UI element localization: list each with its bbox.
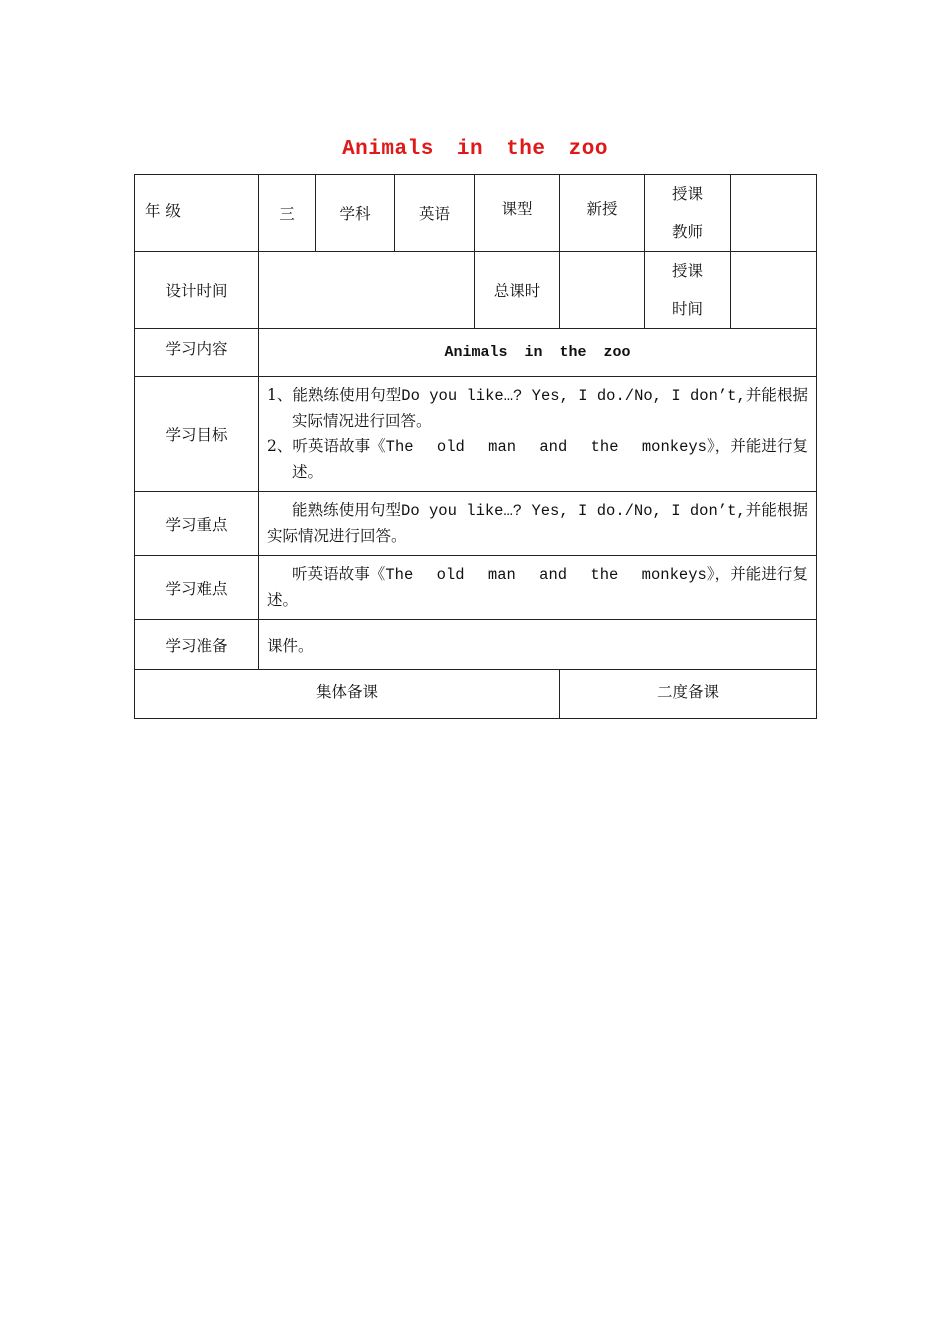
total-hours-label: 总课时 — [475, 252, 560, 329]
teacher-label-line1: 授课 — [671, 185, 703, 203]
subject-value: 英语 — [395, 175, 475, 252]
table-row-footer — [135, 670, 817, 719]
goals-value — [259, 377, 817, 492]
difficulties-value: 听英语故事《The old man and the monkeys》，并能进行复述。 — [259, 556, 817, 620]
teacher-label — [645, 175, 731, 252]
content-label: 学习内容 — [135, 329, 259, 377]
preparation-label: 学习准备 — [135, 620, 259, 670]
subject-label: 学科 — [316, 175, 395, 252]
teacher-value — [731, 175, 817, 252]
table-row-key-points — [135, 492, 817, 556]
design-time-value — [259, 252, 475, 329]
table-row-design-time — [135, 252, 817, 329]
class-time-value — [731, 252, 817, 329]
table-row-difficulties — [135, 556, 817, 620]
goals-label: 学习目标 — [135, 377, 259, 492]
second-prep-header: 二度备课 — [560, 670, 817, 719]
lesson-type-label: 课型 — [475, 175, 560, 252]
grade-label: 年 级 — [135, 175, 259, 252]
class-time-label-line1: 授课 — [671, 262, 703, 280]
grade-value: 三 — [259, 175, 316, 252]
collective-prep-header: 集体备课 — [135, 670, 560, 719]
document-title: Animals in the zoo — [342, 138, 608, 161]
class-time-label-line2: 时间 — [671, 300, 703, 318]
lesson-type-value: 新授 — [560, 175, 645, 252]
total-hours-value — [560, 252, 645, 329]
class-time-label — [645, 252, 731, 329]
table-row-goals — [135, 377, 817, 492]
lesson-plan-table — [134, 174, 817, 719]
table-row-grade — [135, 175, 817, 252]
content-value: Animals in the zoo — [259, 329, 817, 377]
difficulties-label: 学习难点 — [135, 556, 259, 620]
key-points-label: 学习重点 — [135, 492, 259, 556]
design-time-label: 设计时间 — [135, 252, 259, 329]
goal-item-2: 2、听英语故事《The old man and the monkeys》，并能进行复述。 — [267, 437, 808, 481]
table-row-preparation — [135, 620, 817, 670]
preparation-value: 课件。 — [259, 620, 817, 670]
table-row-content — [135, 329, 817, 377]
goal-item-1: 1、能熟练使用句型Do you like…? Yes, I do./No, I don’t,并能根据实际情况进行回答。 — [267, 386, 808, 430]
teacher-label-line2: 教师 — [671, 223, 703, 241]
key-points-value: 能熟练使用句型Do you like…? Yes, I do./No, I don’t,并能根据实际情况进行回答。 — [259, 492, 817, 556]
